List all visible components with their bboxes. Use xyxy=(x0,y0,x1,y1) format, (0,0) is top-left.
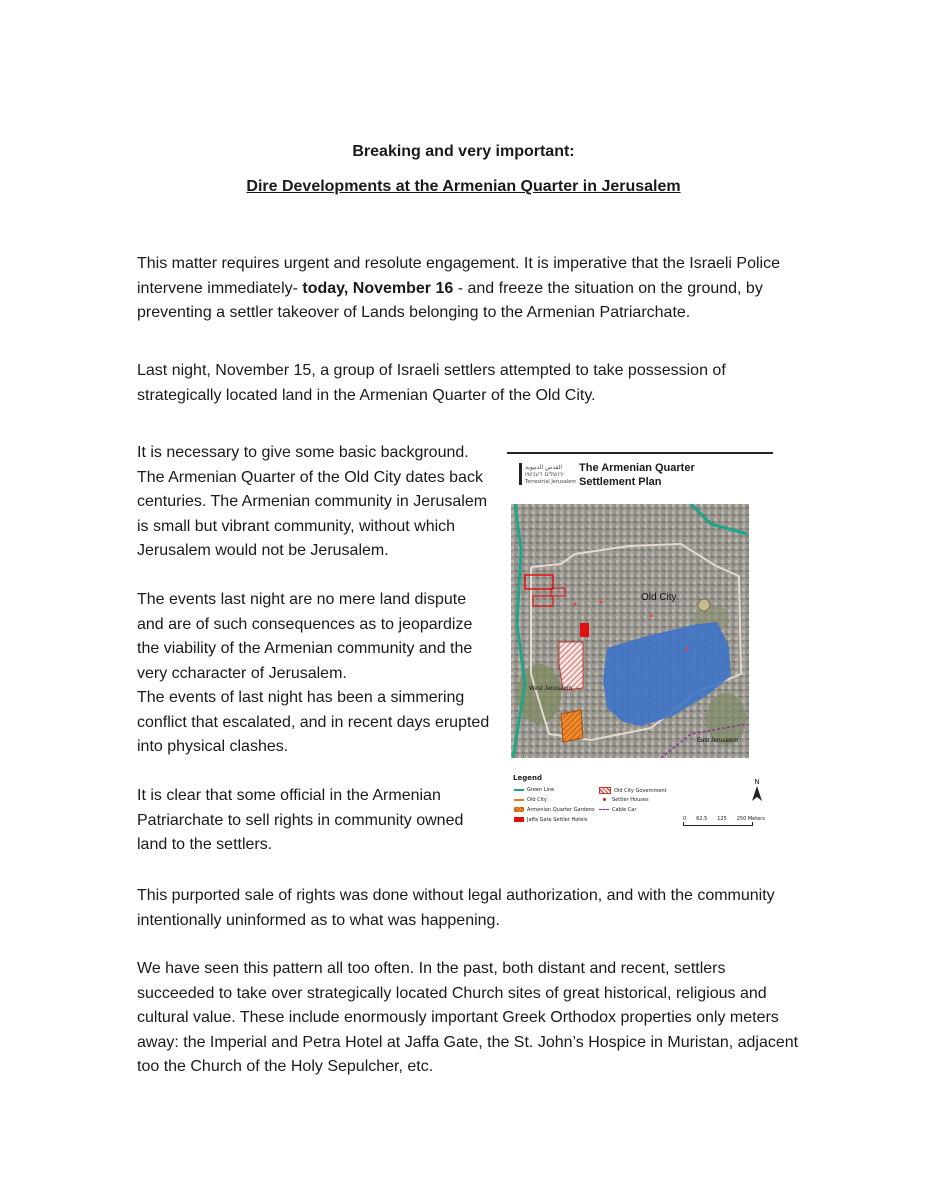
legend-swatch xyxy=(514,807,524,812)
legend-title: Legend xyxy=(513,774,542,782)
figure-title-line2: Settlement Plan xyxy=(579,476,662,488)
paragraph-urgent-date: today, November 16 xyxy=(302,279,454,297)
map-label-west: West Jerusalem xyxy=(529,686,572,692)
north-arrow-icon: N xyxy=(749,778,765,804)
legend-swatch xyxy=(603,798,606,801)
legend-swatch xyxy=(514,817,524,822)
paragraph-sale-of-rights: This purported sale of rights was done without legal authorization, and with the community intentionally uninformed as to what was happening. xyxy=(137,887,775,929)
legend-swatch xyxy=(599,787,611,794)
paragraph-pattern: We have seen this pattern all too often. In the past, both distant and recent, settlers succeeded to take over strategically located Church sites of great historical, religious and cultural value. These include enormously important Greek Orthodox properties only meters away: the Imperial and Petra Hotel at Jaffa Gate, the St. John’s Hospice in Muristan, adjacent too the Church of the Holy Sepulcher, etc. xyxy=(137,960,799,1075)
paragraph-conflict: The events of last night has been a simmering conflict that escalated, and in recent days erupted into physical clashes. xyxy=(137,689,490,755)
legend-swatch xyxy=(514,799,524,801)
map-label-old-city: Old City xyxy=(641,592,677,603)
legend-swatch xyxy=(514,789,524,791)
map-legend xyxy=(511,770,773,850)
document-title: Dire Developments at the Armenian Quarter in Jerusalem xyxy=(246,178,681,195)
legend-item: Old City xyxy=(514,797,547,803)
legend-item: Cable Car xyxy=(599,807,636,813)
paragraph-urgent-part-a: This matter requires urgent and resolute engagement. It is imperative that the Israeli Police intervene immediately- xyxy=(137,255,780,297)
legend-item: Old City Government xyxy=(599,787,667,794)
scale-bar: 0 62.5 125 250 Meters xyxy=(683,816,765,826)
legend-item: Green Line xyxy=(514,787,554,793)
paragraph-events: The events last night are no mere land dispute and are of such consequences as to jeopardize the viability of the Armenian community and the very ccharacter of Jerusalem. xyxy=(137,591,473,682)
paragraph-official: It is clear that some official in the Armenian Patriarchate to sell rights in community owned land to the settlers. xyxy=(137,787,464,853)
legend-item: Settler Houses xyxy=(599,797,649,803)
settlement-plan-figure xyxy=(507,452,775,850)
aerial-map xyxy=(511,504,749,758)
breaking-heading: Breaking and very important: xyxy=(352,143,575,160)
map-label-east: East Jerusalem xyxy=(697,738,739,744)
figure-title-line1: The Armenian Quarter xyxy=(579,462,695,474)
legend-item: Armenian Quarter Gardens xyxy=(514,807,595,813)
paragraph-last-night: Last night, November 15, a group of Israeli settlers attempted to take possession of strategically located land in the Armenian Quarter of the Old City. xyxy=(137,362,726,404)
legend-swatch xyxy=(599,809,609,810)
figure-rule xyxy=(507,452,773,454)
terrestrial-jerusalem-logo: القدس الدنيوية ירושלים דעכשיו Terrestrial Jerusalem xyxy=(513,459,553,493)
paragraph-background: It is necessary to give some basic background. The Armenian Quarter of the Old City dates back centuries. The Armenian community in Jerusalem is small but vibrant community, without which Jerusalem would not be Jerusalem. xyxy=(137,444,488,559)
map-graphic xyxy=(511,504,749,758)
paragraph-urgent-part-b: - and freeze the situation on the ground, by preventing a settler takeover of Lands belonging to the Armenian Patriarchate. xyxy=(137,279,763,321)
left-column xyxy=(137,441,497,858)
figure-title xyxy=(579,461,695,489)
legend-item: Jaffa Gate Settler Hotels xyxy=(514,817,587,823)
paragraph-urgent xyxy=(137,252,797,326)
